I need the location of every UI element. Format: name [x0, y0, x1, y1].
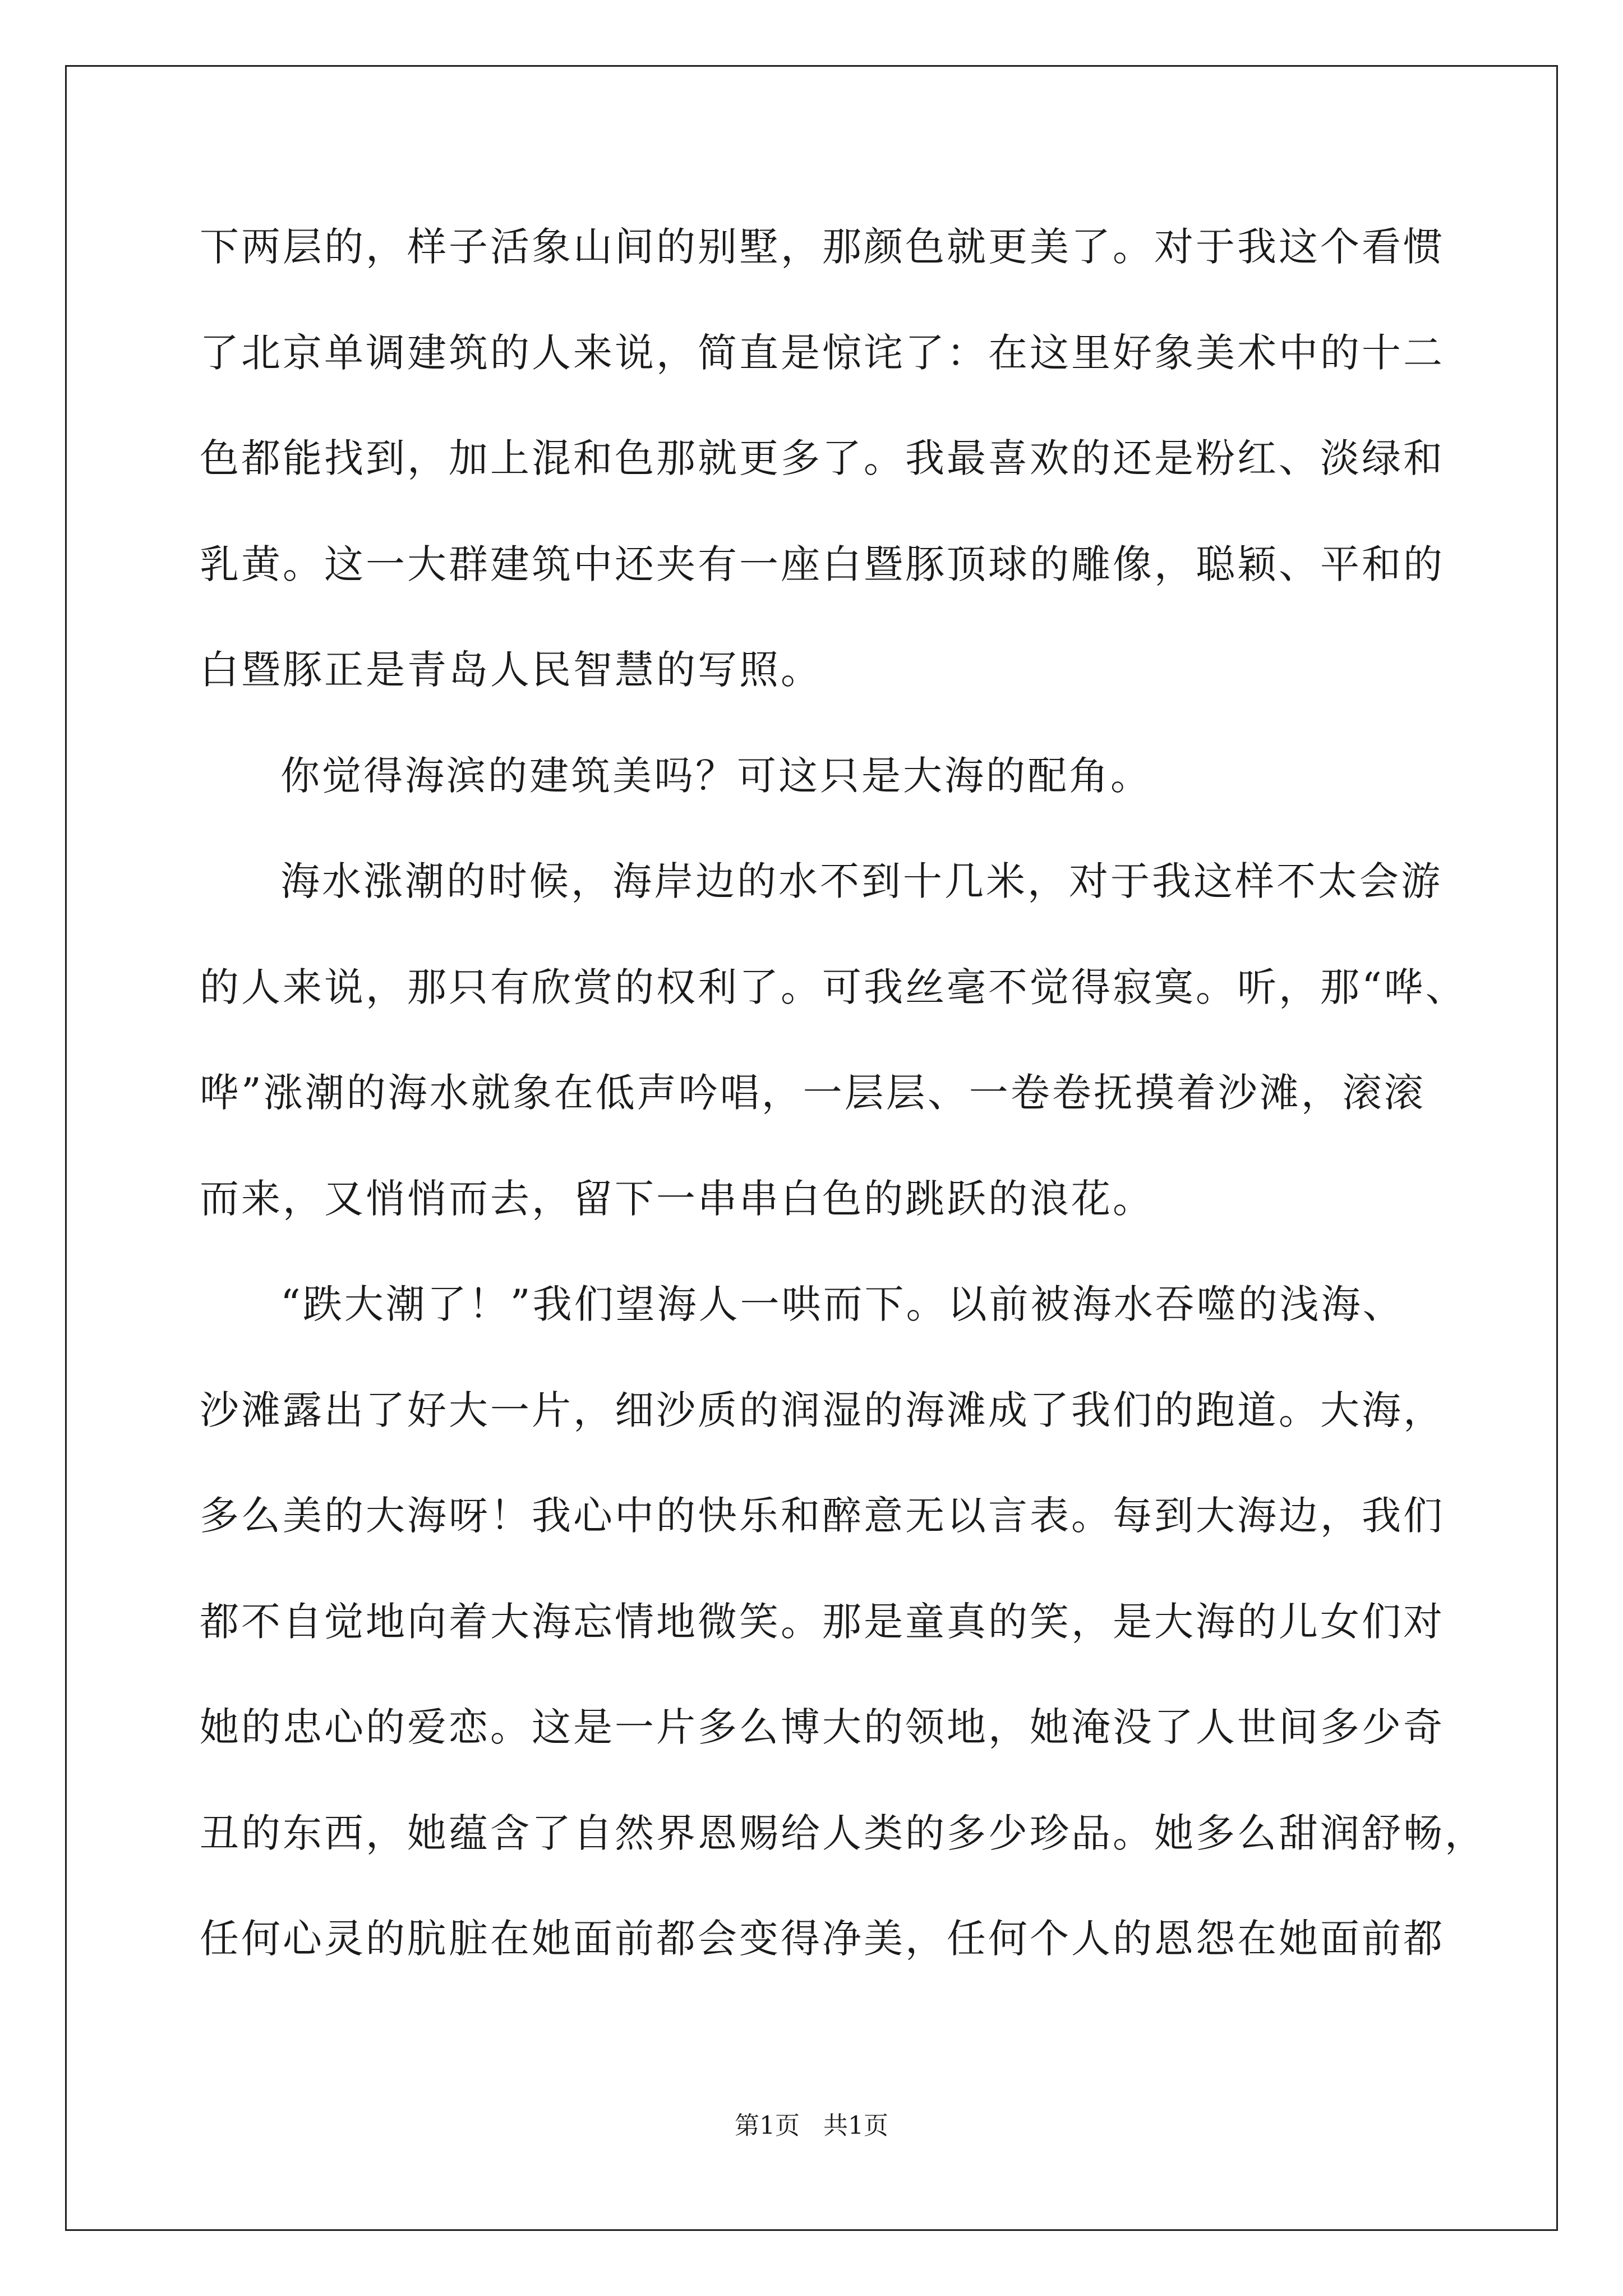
- text-line: 都不自觉地向着大海忘情地微笑。那是童真的笑，是大海的儿女们对: [200, 1598, 1445, 1645]
- text-line: 乳黄。这一大群建筑中还夹有一座白暨豚顶球的雕像，聪颖、平和的: [200, 541, 1445, 587]
- text-line: 下两层的，样子活象山间的别墅，那颜色就更美了。对于我这个看惯: [200, 224, 1445, 270]
- text-line: 白暨豚正是青岛人民智慧的写照。: [200, 647, 822, 693]
- paragraph-first-line: “跌大潮了！”我们望海人一哄而下。以前被海水吞噬的浅海、: [280, 1281, 1404, 1327]
- text-line: 色都能找到，加上混和色那就更多了。我最喜欢的还是粉红、淡绿和: [200, 435, 1445, 481]
- text-line: 她的忠心的爱恋。这是一片多么博大的领地，她淹没了人世间多少奇: [200, 1704, 1445, 1750]
- text-line: 丑的东西，她蕴含了自然界恩赐给人类的多少珍品。她多么甜润舒畅，: [200, 1810, 1486, 1856]
- text-line: 哗”涨潮的海水就象在低声吟唱，一层层、一卷卷抚摸着沙滩，滚滚: [200, 1070, 1426, 1116]
- text-line: 而来，又悄悄而去，留下一串串白色的跳跃的浪花。: [200, 1175, 1154, 1222]
- document-body: [200, 213, 1486, 2011]
- page-number-footer: 第1页 共1页: [735, 2111, 888, 2140]
- text-line: 任何心灵的肮脏在她面前都会变得净美，任何个人的恩怨在她面前都: [200, 1916, 1445, 1962]
- text-line: 的人来说，那只有欣赏的权利了。可我丝毫不觉得寂寞。听，那“哗、: [200, 964, 1467, 1010]
- text-line: 多么美的大海呀！我心中的快乐和醉意无以言表。每到大海边，我们: [200, 1493, 1445, 1539]
- text-line: 沙滩露出了好大一片，细沙质的润湿的海滩成了我们的跑道。大海，: [200, 1387, 1445, 1433]
- paragraph-first-line: 海水涨潮的时候，海岸边的水不到十几米，对于我这样不太会游: [280, 858, 1442, 904]
- text-line: 了北京单调建筑的人来说，简直是惊诧了：在这里好象美术中的十二: [200, 329, 1445, 376]
- paragraph-first-line: 你觉得海滨的建筑美吗？可这只是大海的配角。: [280, 752, 1152, 799]
